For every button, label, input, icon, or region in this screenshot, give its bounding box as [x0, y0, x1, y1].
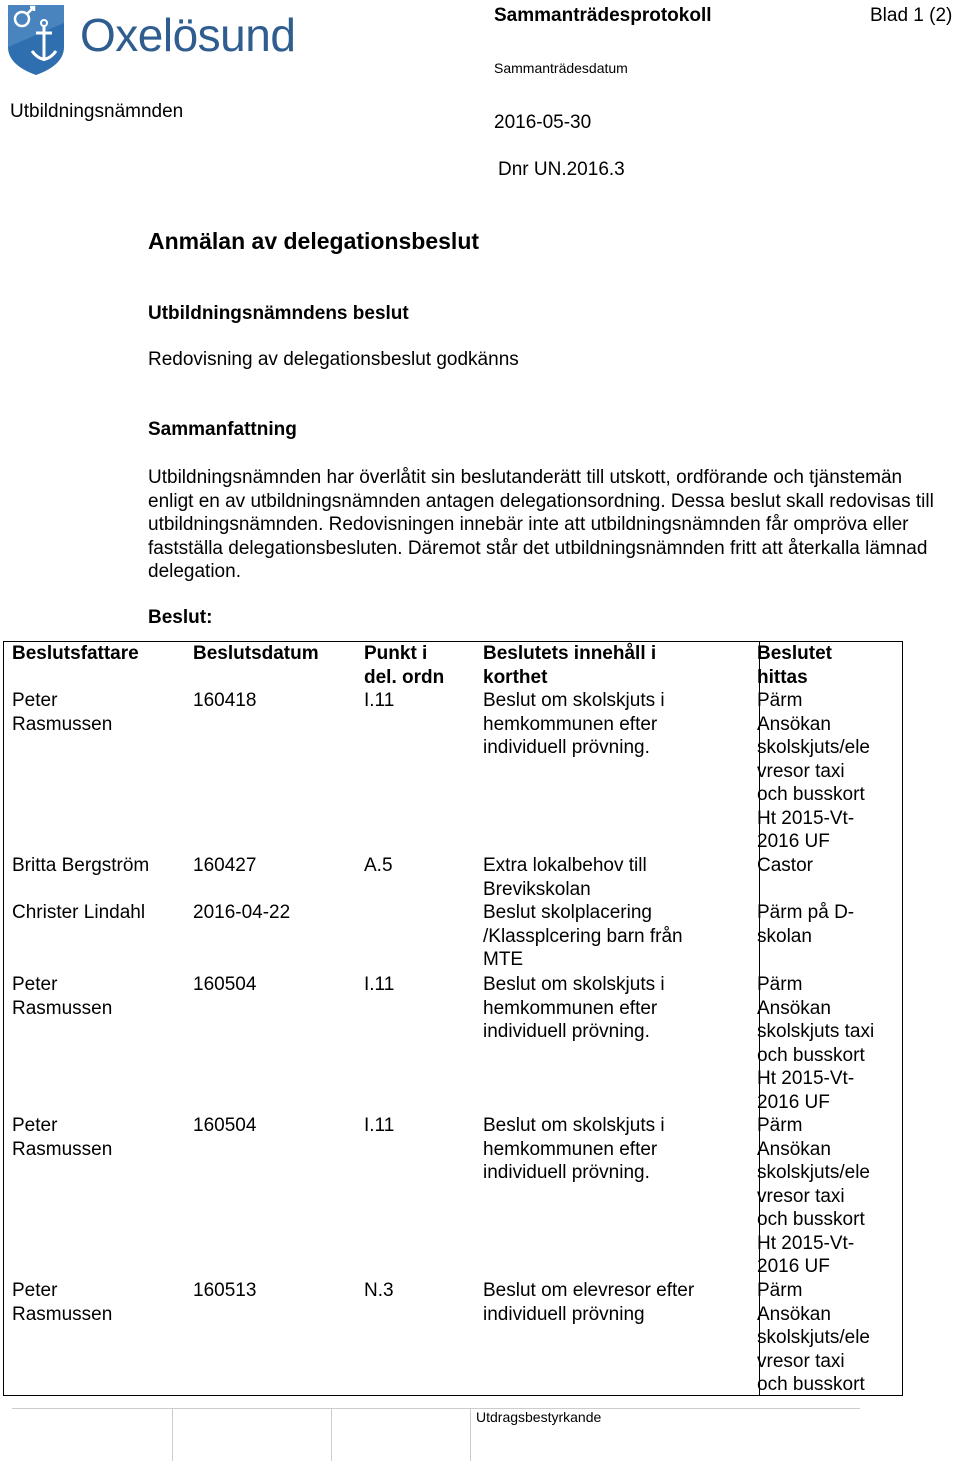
- document-type: Sammanträdesprotokoll: [494, 5, 712, 26]
- cell-decision-date: 2016-04-22: [193, 902, 291, 923]
- meeting-date-label: Sammanträdesdatum: [494, 60, 628, 76]
- cell-delegation-point: A.5: [364, 855, 393, 876]
- cell-decision-date: 160427: [193, 855, 257, 876]
- header-decision-location: Beslutet hittas: [757, 643, 832, 688]
- header-decision-date: Beslutsdatum: [193, 643, 319, 664]
- cell-decision-location: Pärm Ansökan skolskjuts/ele vresor taxi och busskort Ht 2015-Vt- 2016 UF: [757, 690, 870, 852]
- certified-extract-label: Utdragsbestyrkande: [476, 1409, 602, 1425]
- cell-decision-date: 160513: [193, 1280, 257, 1301]
- cell-decision-date: 160504: [193, 974, 257, 995]
- header-decision-content: Beslutets innehåll i korthet: [483, 643, 657, 688]
- summary-text: Utbildningsnämnden har överlåtit sin beslutanderätt till utskott, ordförande och tjänstemän enligt en av utbildningsnämnden antagen delegationsordning. Dessa beslut skall redovisas till utbildningsnämnden. Redovisningen innebär inte att utbildningsnämnden får ompröva eller fastställa delegationsbesluten. Däremot står det utbildningsnämnden fritt att återkalla lämnad delegation.: [148, 467, 934, 582]
- cell-decision-location: Pärm Ansökan skolskjuts taxi och busskort Ht 2015-Vt- 2016 UF: [757, 974, 875, 1113]
- cell-decision-content: Beslut skolplacering /Klassplcering barn från MTE: [483, 902, 683, 970]
- meeting-date: 2016-05-30: [494, 112, 592, 133]
- cell-decision-content: Extra lokalbehov till Brevikskolan: [483, 855, 647, 900]
- cell-decision-maker: Christer Lindahl: [12, 902, 146, 923]
- coat-of-arms-icon: [6, 3, 66, 77]
- footer-divider: [12, 1408, 860, 1409]
- cell-decision-maker: Peter Rasmussen: [12, 690, 113, 735]
- cell-decision-maker: Britta Bergström: [12, 855, 150, 876]
- cell-decision-location: Castor: [757, 855, 813, 876]
- signature-box-divider: [172, 1408, 173, 1461]
- cell-decision-maker: Peter Rasmussen: [12, 1115, 113, 1160]
- logo-wordmark: Oxelösund: [80, 9, 296, 61]
- cell-decision-content: Beslut om skolskjuts i hemkommunen efter individuell prövning.: [483, 974, 665, 1042]
- cell-decision-content: Beslut om skolskjuts i hemkommunen efter individuell prövning.: [483, 1115, 665, 1183]
- cell-decision-location: Pärm Ansökan skolskjuts/ele vresor taxi och busskort Ht 2015-Vt- 2016 UF: [757, 1115, 870, 1277]
- cell-delegation-point: I.11: [364, 1115, 395, 1136]
- cell-decision-maker: Peter Rasmussen: [12, 974, 113, 1019]
- header-delegation-point: Punkt i del. ordn: [364, 643, 445, 688]
- cell-delegation-point: I.11: [364, 690, 395, 711]
- cell-decision-location: Pärm på D- skolan: [757, 902, 855, 947]
- cell-decision-date: 160418: [193, 690, 257, 711]
- decision-heading: Utbildningsnämndens beslut: [148, 303, 409, 324]
- cell-delegation-point: N.3: [364, 1280, 394, 1301]
- cell-decision-maker: Peter Rasmussen: [12, 1280, 113, 1325]
- signature-box-divider: [470, 1408, 471, 1461]
- page-title: Anmälan av delegationsbeslut: [148, 228, 480, 254]
- summary-heading: Sammanfattning: [148, 419, 297, 440]
- header-decision-maker: Beslutsfattare: [12, 643, 139, 664]
- cell-delegation-point: I.11: [364, 974, 395, 995]
- decision-text: Redovisning av delegationsbeslut godkänns: [148, 349, 519, 370]
- cell-decision-location: Pärm Ansökan skolskjuts/ele vresor taxi och busskort: [757, 1280, 870, 1395]
- signature-box-divider: [331, 1408, 332, 1461]
- decisions-label: Beslut:: [148, 607, 213, 628]
- registration-number: Dnr UN.2016.3: [498, 159, 625, 180]
- committee-name: Utbildningsnämnden: [10, 101, 184, 122]
- cell-decision-content: Beslut om skolskjuts i hemkommunen efter individuell prövning.: [483, 690, 665, 758]
- page-number: Blad 1 (2): [870, 5, 953, 26]
- delegation-decisions-table: [3, 641, 903, 1396]
- cell-decision-content: Beslut om elevresor efter individuell prövning: [483, 1280, 695, 1325]
- cell-decision-date: 160504: [193, 1115, 257, 1136]
